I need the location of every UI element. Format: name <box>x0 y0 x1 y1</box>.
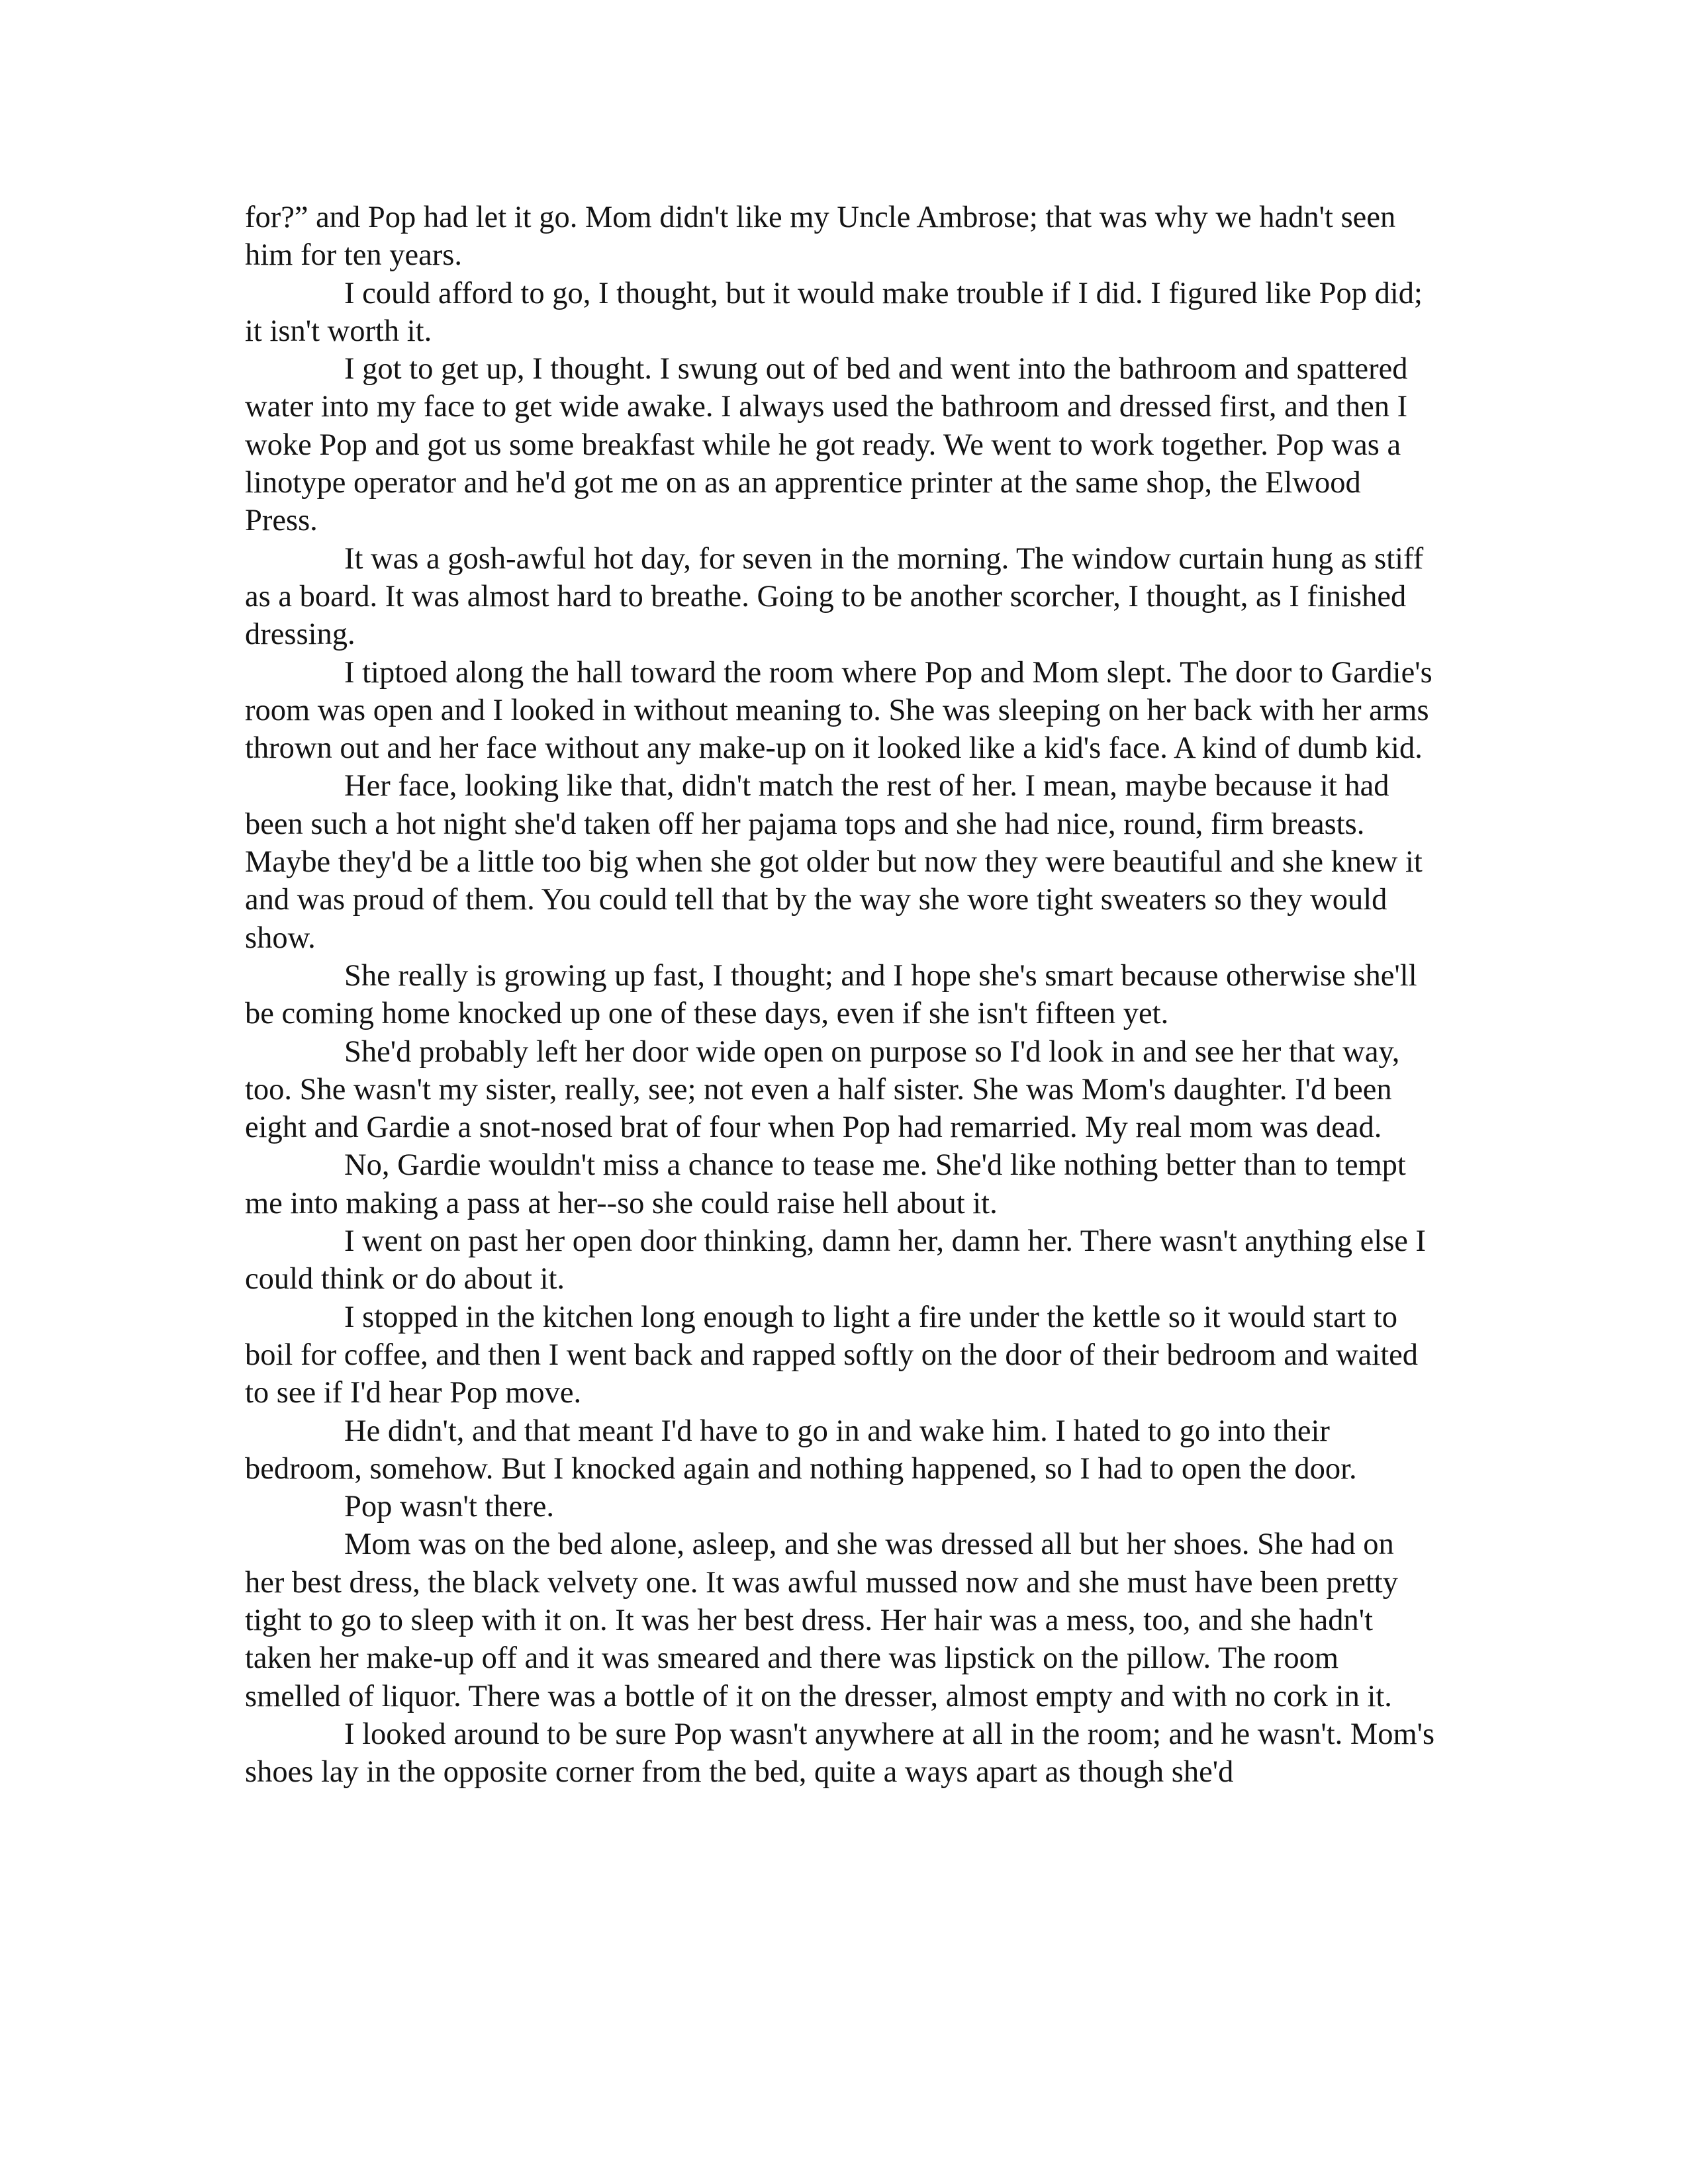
paragraph-6: Her face, looking like that, didn't match the rest of her. I mean, maybe because it had been such a hot night she'd taken off her pajama tops and she had nice, round, firm breasts. Maybe they'd be a little too big when she got older but now they were beautiful and she knew it and was proud of them. You could tell that by the way she wore tight sweaters so they would show. <box>245 769 1423 955</box>
paragraph-15: I looked around to be sure Pop wasn't anywhere at all in the room; and he wasn't. Mom's shoes lay in the opposite corner from the bed, quite a ways apart as though she'd <box>245 1717 1435 1790</box>
paragraph-5: I tiptoed along the hall toward the room where Pop and Mom slept. The door to Gardie's room was open and I looked in without meaning to. She was sleeping on her back with her arms thrown out and her face without any make-up on it looked like a kid's face. A kind of dumb kid. <box>245 655 1432 766</box>
paragraph-2: I could afford to go, I thought, but it would make trouble if I did. I figured like Pop did; it isn't worth it. <box>245 276 1423 348</box>
paragraph-8: She'd probably left her door wide open on purpose so I'd look in and see her that way, too. She wasn't my sister, really, see; not even a half sister. She was Mom's daughter. I'd been eight and Gardie a snot-nosed brat of four when Pop had remarried. My real mom was dead. <box>245 1034 1400 1145</box>
paragraph-11: I stopped in the kitchen long enough to light a fire under the kettle so it would start to boil for coffee, and then I went back and rapped softly on the door of their bedroom and waited to see if I'd hear Pop move. <box>245 1300 1419 1410</box>
paragraph-7: She really is growing up fast, I thought; and I hope she's smart because otherwise she'll be coming home knocked up one of these days, even if she isn't fifteen yet. <box>245 958 1417 1031</box>
paragraph-12: He didn't, and that meant I'd have to go in and wake him. I hated to go into their bedroom, somehow. But I knocked again and nothing happened, so I had to open the door. <box>245 1414 1357 1486</box>
paragraph-14: Mom was on the bed alone, asleep, and she was dressed all but her shoes. She had on her best dress, the black velvety one. It was awful mussed now and she must have been pretty tight to go to sleep with it on. It was her best dress. Her hair was a mess, too, and she hadn't taken her make-up off and it was smeared and there was lipstick on the pillow. The room smelled of liquor. There was a bottle of it on the dresser, almost empty and with no cork in it. <box>245 1527 1398 1713</box>
page-body <box>245 199 1436 1791</box>
paragraph-10: I went on past her open door thinking, damn her, damn her. There wasn't anything else I could think or do about it. <box>245 1224 1427 1297</box>
paragraph-9: No, Gardie wouldn't miss a chance to tease me. She'd like nothing better than to tempt me into making a pass at her--so she could raise hell about it. <box>245 1148 1406 1220</box>
paragraph-1: for?” and Pop had let it go. Mom didn't like my Uncle Ambrose; that was why we hadn't seen him for ten years. <box>245 201 1396 273</box>
paragraph-3: I got to get up, I thought. I swung out of bed and went into the bathroom and spattered water into my face to get wide awake. I always used the bathroom and dressed first, and then I woke Pop and got us some breakfast while he got ready. We went to work together. Pop was a linotype operator and he'd got me on as an apprentice printer at the same shop, the Elwood Press. <box>245 352 1408 538</box>
paragraph-4: It was a gosh-awful hot day, for seven in the morning. The window curtain hung as stiff as a board. It was almost hard to breathe. Going to be another scorcher, I thought, as I finished dressing. <box>245 541 1424 652</box>
paragraph-13: Pop wasn't there. <box>344 1490 555 1524</box>
